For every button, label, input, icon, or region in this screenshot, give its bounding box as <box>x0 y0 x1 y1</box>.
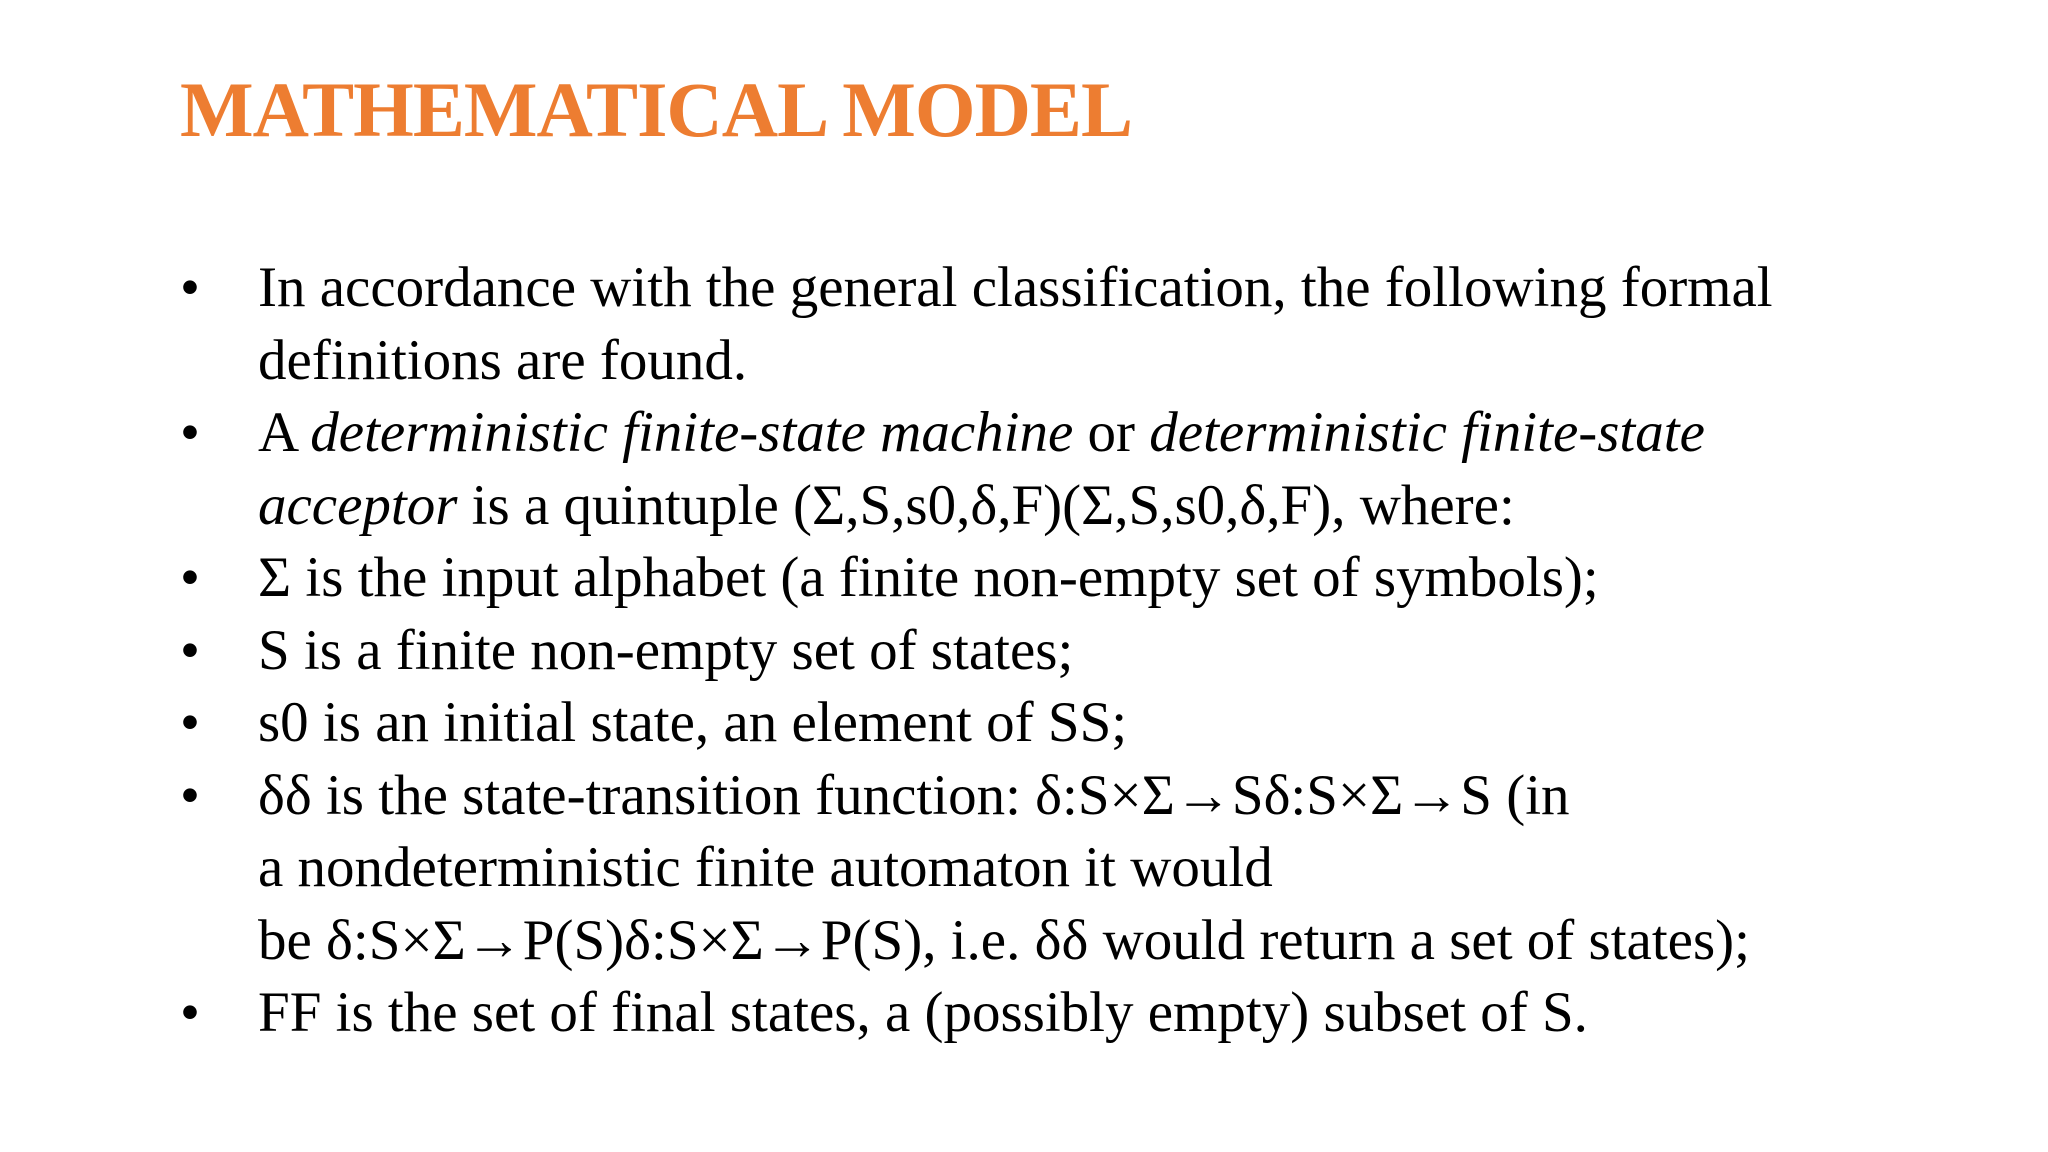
bullet-item-final-states <box>180 977 1900 1050</box>
bullet-text-part: or <box>1073 401 1150 464</box>
bullet-text: In accordance with the general classification, the following formal definitions are found. <box>258 256 1773 392</box>
bullet-item-classification <box>180 252 1900 397</box>
bullet-item-input-alphabet <box>180 542 1900 615</box>
bullet-icon: • <box>180 546 200 609</box>
bullet-icon: • <box>180 256 200 319</box>
bullet-item-initial-state <box>180 687 1900 760</box>
bullet-text-part: is a quintuple (Σ,S,s0,δ,F)(Σ,S,s0,δ,F), where: <box>457 473 1515 537</box>
bullet-text-part: A <box>258 401 311 464</box>
bullet-text: S is a finite non-empty set of states; <box>258 618 1074 682</box>
bullet-text-line: δδ is the state-transition function: δ:S×Σ→Sδ:S×Σ→S (in <box>258 763 1570 827</box>
bullet-text-line: a nondeterministic finite automaton it would <box>258 836 1273 899</box>
bullet-icon: • <box>180 401 200 464</box>
bullet-item-dfa-definition <box>180 397 1900 542</box>
bullet-list <box>180 252 1900 1050</box>
term-deterministic-finite-state-acceptor: deterministic finite-state acceptor <box>258 401 1705 537</box>
bullet-icon: • <box>180 763 200 827</box>
bullet-text-line: be δ:S×Σ→P(S)δ:S×Σ→P(S), i.e. δδ would return a set of states); <box>258 908 1750 972</box>
bullet-item-transition-function <box>180 760 1900 978</box>
bullet-icon: • <box>180 691 200 754</box>
term-deterministic-finite-state-machine: deterministic finite-state machine <box>310 401 1074 464</box>
bullet-icon: • <box>180 618 200 682</box>
bullet-text: FF is the set of final states, a (possibly empty) subset of S. <box>258 981 1588 1044</box>
bullet-text: Σ is the input alphabet (a finite non-empty set of symbols); <box>258 546 1599 609</box>
bullet-icon: • <box>180 981 200 1044</box>
bullet-item-states <box>180 615 1900 688</box>
slide-title: MATHEMATICAL MODEL <box>180 66 1132 153</box>
bullet-text: s0 is an initial state, an element of SS; <box>258 691 1128 754</box>
